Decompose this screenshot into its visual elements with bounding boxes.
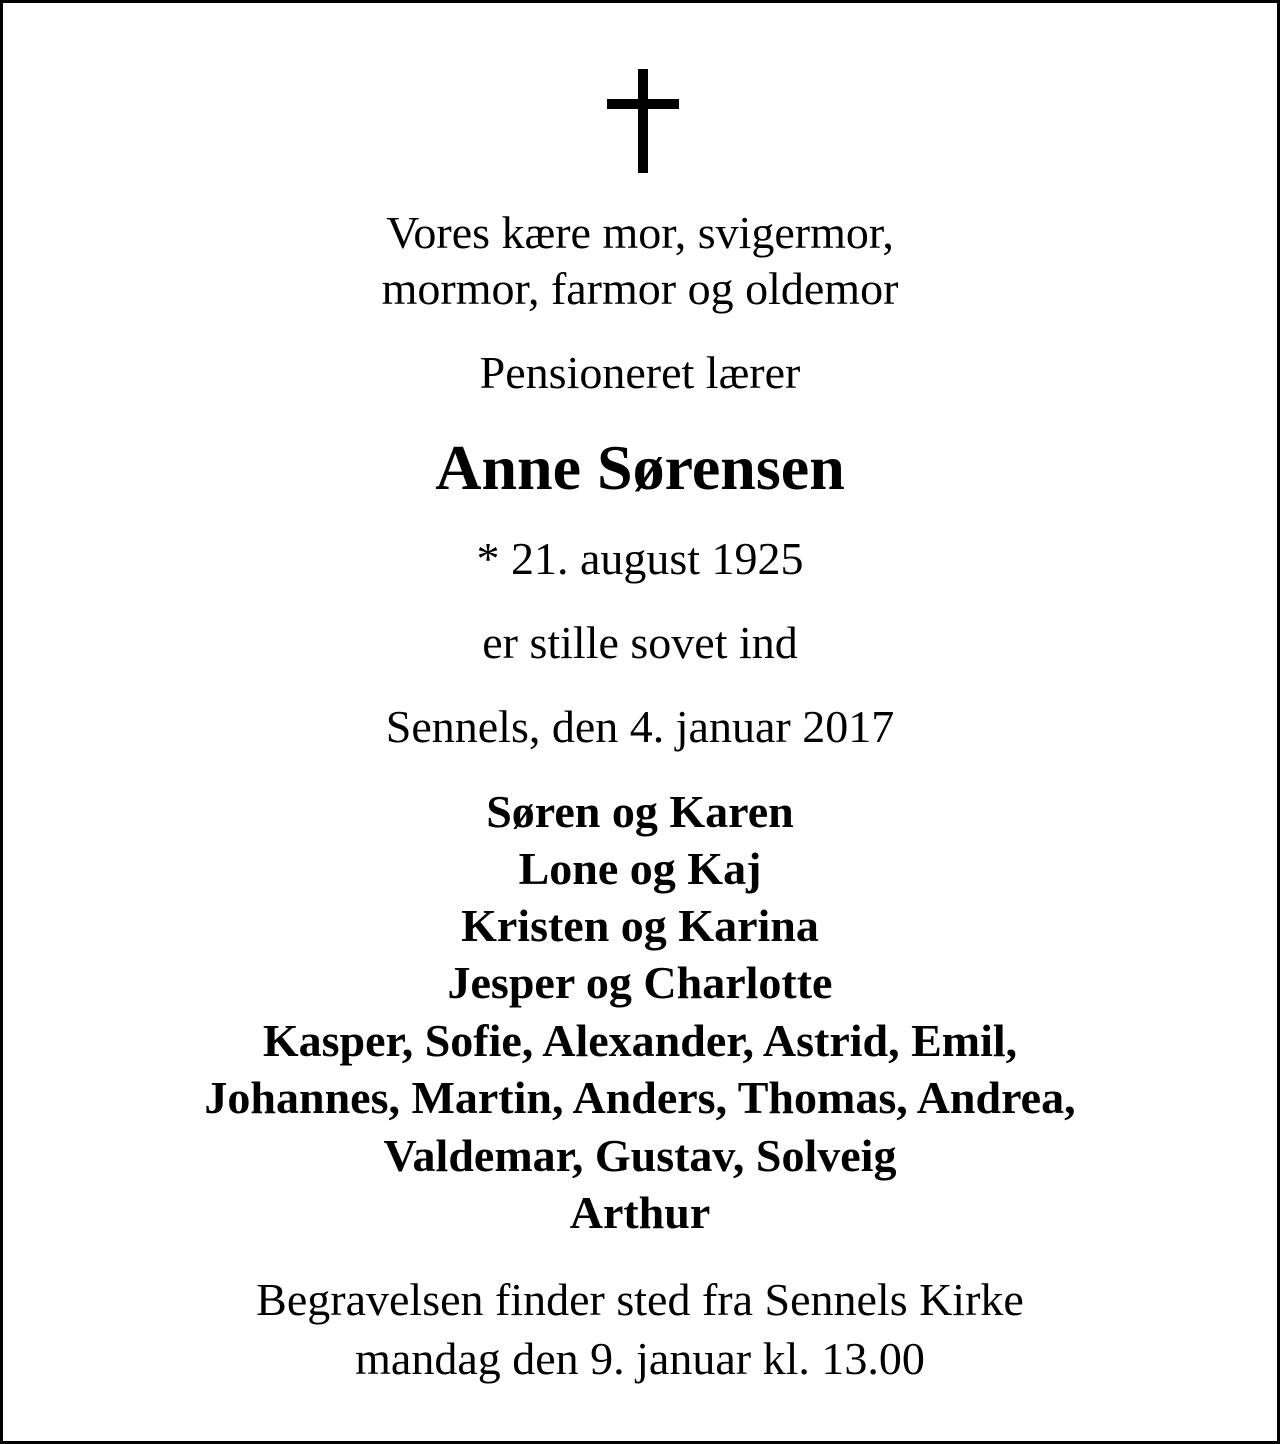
- family-line-7: Valdemar, Gustav, Solveig: [383, 1130, 897, 1181]
- family-line-3: Kristen og Karina: [461, 900, 819, 951]
- funeral-line-1: Begravelsen finder sted fra Sennels Kirke: [256, 1274, 1024, 1325]
- intro-line-1: Vores kære mor, svigermor,: [386, 207, 894, 258]
- family-line-4: Jesper og Charlotte: [447, 957, 833, 1008]
- funeral-line-2: mandag den 9. januar kl. 13.00: [355, 1333, 925, 1384]
- deceased-title: Pensioneret lærer: [479, 347, 801, 398]
- family-line-5: Kasper, Sofie, Alexander, Astrid, Emil,: [262, 1015, 1018, 1066]
- passed-away-text: er stille sovet ind: [482, 617, 798, 668]
- family-line-1: Søren og Karen: [486, 786, 794, 837]
- family-line-6: Johannes, Martin, Anders, Thomas, Andrea,: [204, 1072, 1076, 1123]
- cross-icon: [607, 69, 679, 173]
- family-line-8: Arthur: [569, 1187, 711, 1238]
- family-line-2: Lone og Kaj: [518, 843, 762, 894]
- deceased-name: Anne Sørensen: [435, 432, 845, 503]
- intro-line-2: mormor, farmor og oldemor: [381, 263, 899, 314]
- place-and-date: Sennels, den 4. januar 2017: [385, 701, 895, 752]
- birth-date: * 21. august 1925: [476, 533, 804, 584]
